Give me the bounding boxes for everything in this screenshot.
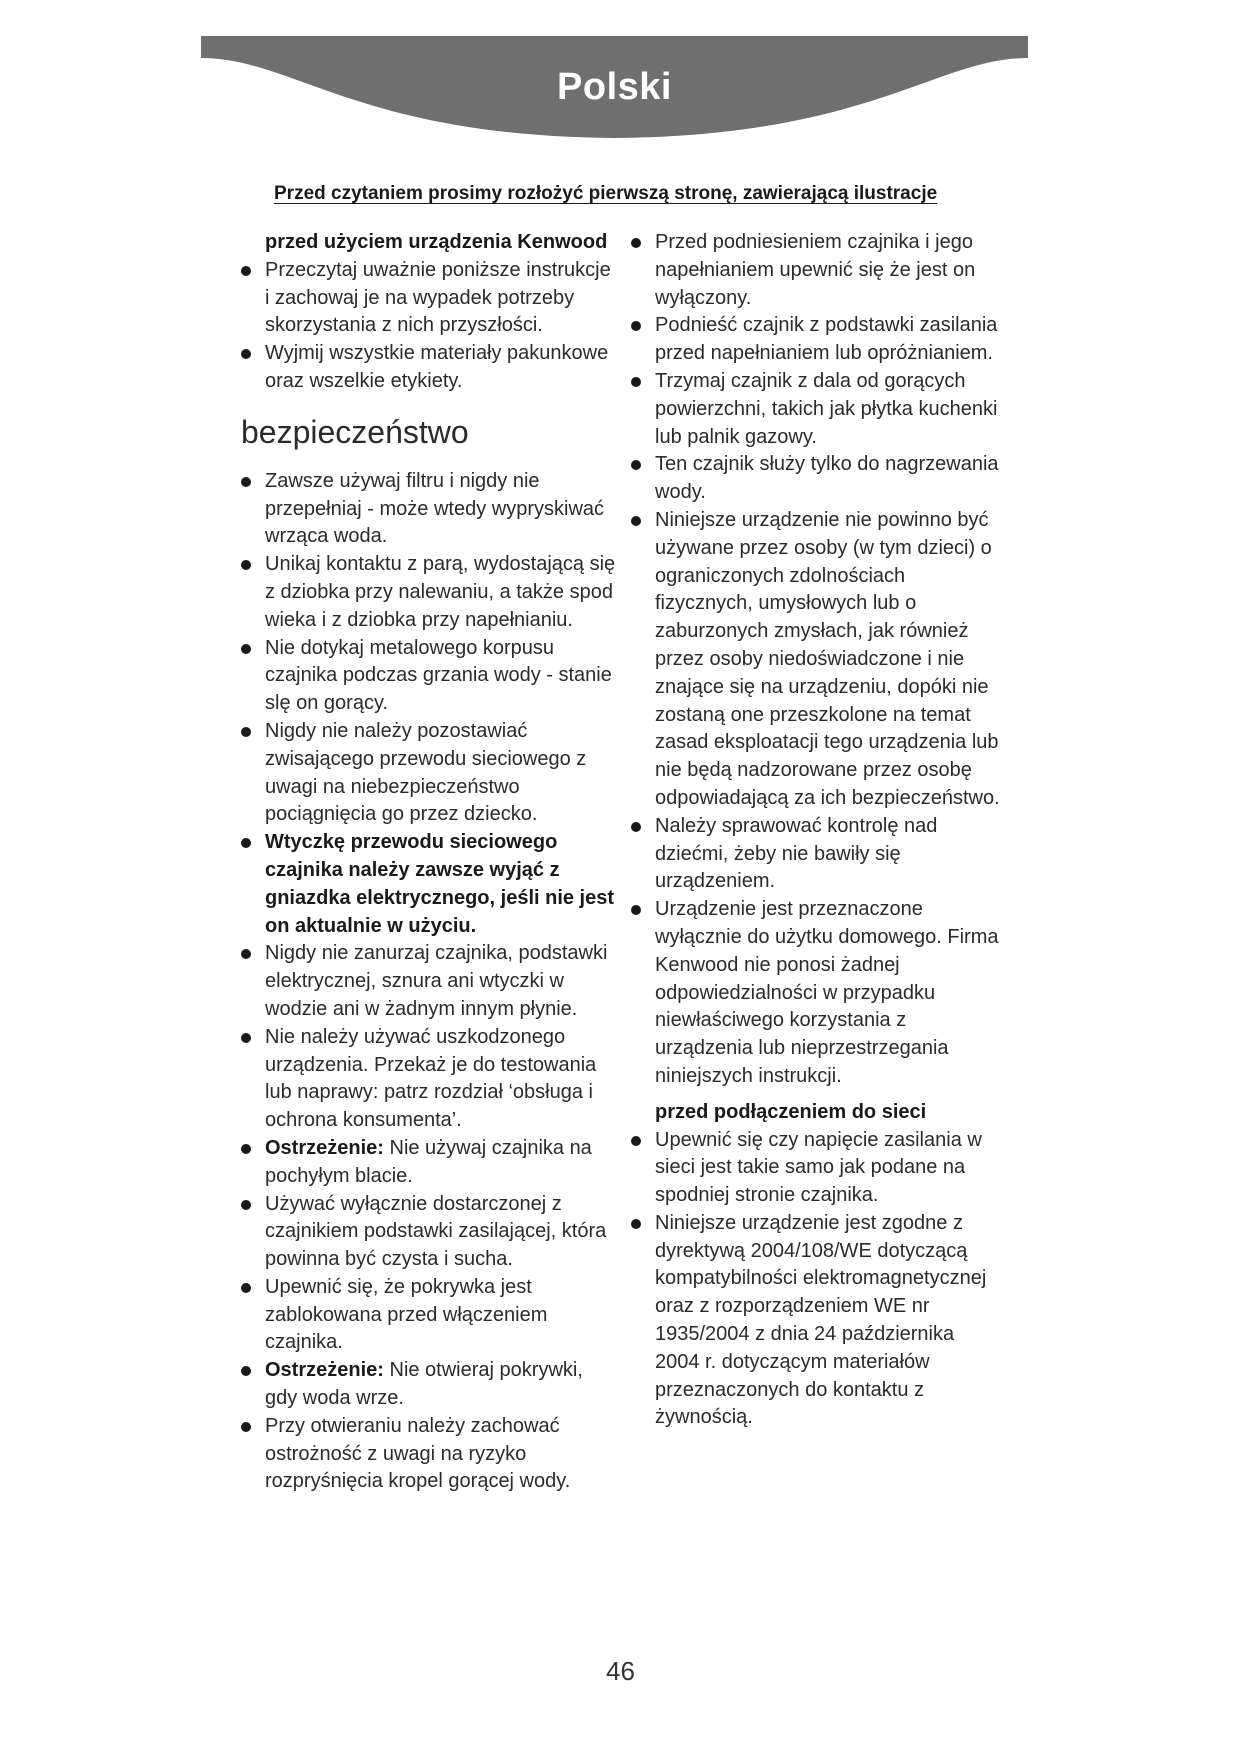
warning-label: Ostrzeżenie: xyxy=(265,1359,384,1382)
list-item: Podnieść czajnik z podstawki zasilania przed napełnianiem lub opróżnianiem. xyxy=(630,312,1000,368)
list-item: Nigdy nie należy pozostawiać zwisającego przewodu sieciowego z uwagi na niebezpieczeństwo pociągnięcia go przez dziecko. xyxy=(240,718,620,829)
list-item: Przed podniesieniem czajnika i jego napełnianiem upewnić się że jest on wyłączony. xyxy=(630,229,1000,312)
list-item: Nigdy nie zanurzaj czajnika, podstawki elektrycznej, sznura ani wtyczki w wodzie ani w żadnym innym płynie. xyxy=(240,940,620,1023)
list-item: Trzymaj czajnik z dala od gorących powierzchni, takich jak płytka kuchenki lub palnik gazowy. xyxy=(630,368,1000,451)
intro-note: Przed czytaniem prosimy rozłożyć pierwszą stronę, zawierającą ilustracje xyxy=(274,183,938,204)
language-title: Polski xyxy=(557,66,672,108)
list-item: Zawsze używaj filtru i nigdy nie przepełniaj - może wtedy wypryskiwać wrząca woda. xyxy=(240,468,620,551)
left-column xyxy=(240,229,620,1496)
list-item: Przeczytaj uważnie poniższe instrukcje i zachowaj je na wypadek potrzeby skorzystania z nich przyszłości. xyxy=(240,257,620,340)
list-item: Niniejsze urządzenie jest zgodne z dyrektywą 2004/108/WE dotyczącą kompatybilności elektromagnetycznej oraz z rozporządzeniem WE nr 1935/2004 z dnia 24 października 2004 r. dotyczącym materiałów przeznaczonych do kontaktu z żywnością. xyxy=(630,1210,1000,1432)
list-item: Nie dotykaj metalowego korpusu czajnika podczas grzania wody - stanie slę on gorący. xyxy=(240,635,620,718)
right-column xyxy=(630,229,1000,1432)
list-item: Unikaj kontaktu z parą, wydostającą się z dziobka przy nalewaniu, a także spod wieka i z dziobka przy napełnianiu. xyxy=(240,551,620,634)
usage-list xyxy=(630,229,1000,1091)
safety-heading: bezpieczeństwo xyxy=(241,413,469,450)
list-item: Używać wyłącznie dostarczonej z czajnikiem podstawki zasilającej, która powinna być czysta i sucha. xyxy=(240,1191,620,1274)
language-header-banner xyxy=(201,36,1028,176)
list-item: Niniejsze urządzenie nie powinno być używane przez osoby (w tym dzieci) o ograniczonych zdolnościach fizycznych, umysłowych lub o zaburzonych zmysłach, jak również przez osoby niedoświadczone i nie znające się na urządzeniu, dopóki nie zostaną one przeszkolone na temat zasad eksploatacji tego urządzenia lub nie będą nadzorowane przez osobę odpowiadającą za ich bezpieczeństwo. xyxy=(630,507,1000,813)
list-item: Nie należy używać uszkodzonego urządzenia. Przekaż je do testowania lub naprawy: patrz rozdział ‘obsługa i ochrona konsumenta’. xyxy=(240,1024,620,1135)
before-connecting-heading: przed podłączeniem do sieci xyxy=(655,1100,927,1123)
warning-text: Nie otwieraj pokrywki, gdy woda wrze. xyxy=(265,1359,583,1410)
list-item-bold: Wtyczkę przewodu sieciowego czajnika należy zawsze wyjąć z gniazdka elektrycznego, jeśli nie jest on aktualnie w użyciu. xyxy=(240,829,620,940)
list-item: Ten czajnik służy tylko do nagrzewania wody. xyxy=(630,451,1000,507)
list-item: Wyjmij wszystkie materiały pakunkowe oraz wszelkie etykiety. xyxy=(240,340,620,396)
safety-list xyxy=(240,468,620,1496)
page-number: 46 xyxy=(606,1656,635,1686)
before-use-list xyxy=(240,257,620,396)
before-use-heading: przed użyciem urządzenia Kenwood xyxy=(265,231,608,253)
list-item: Upewnić się czy napięcie zasilania w sieci jest takie samo jak podane na spodniej stronie czajnika. xyxy=(630,1127,1000,1210)
warning-text: Nie używaj czajnika na pochyłym blacie. xyxy=(265,1136,592,1187)
connecting-list xyxy=(630,1127,1000,1433)
warning-item xyxy=(240,1357,620,1413)
warning-item xyxy=(240,1135,620,1191)
list-item: Przy otwieraniu należy zachować ostrożność z uwagi na ryzyko rozpryśnięcia kropel gorącej wody. xyxy=(240,1413,620,1496)
list-item: Upewnić się, że pokrywka jest zablokowana przed włączeniem czajnika. xyxy=(240,1274,620,1357)
warning-label: Ostrzeżenie: xyxy=(265,1136,384,1159)
list-item: Należy sprawować kontrolę nad dziećmi, żeby nie bawiły się urządzeniem. xyxy=(630,813,1000,896)
list-item: Urządzenie jest przeznaczone wyłącznie do użytku domowego. Firma Kenwood nie ponosi żadnej odpowiedzialności w przypadku niewłaściwego korzystania z urządzenia lub nieprzestrzegania niniejszych instrukcji. xyxy=(630,896,1000,1091)
